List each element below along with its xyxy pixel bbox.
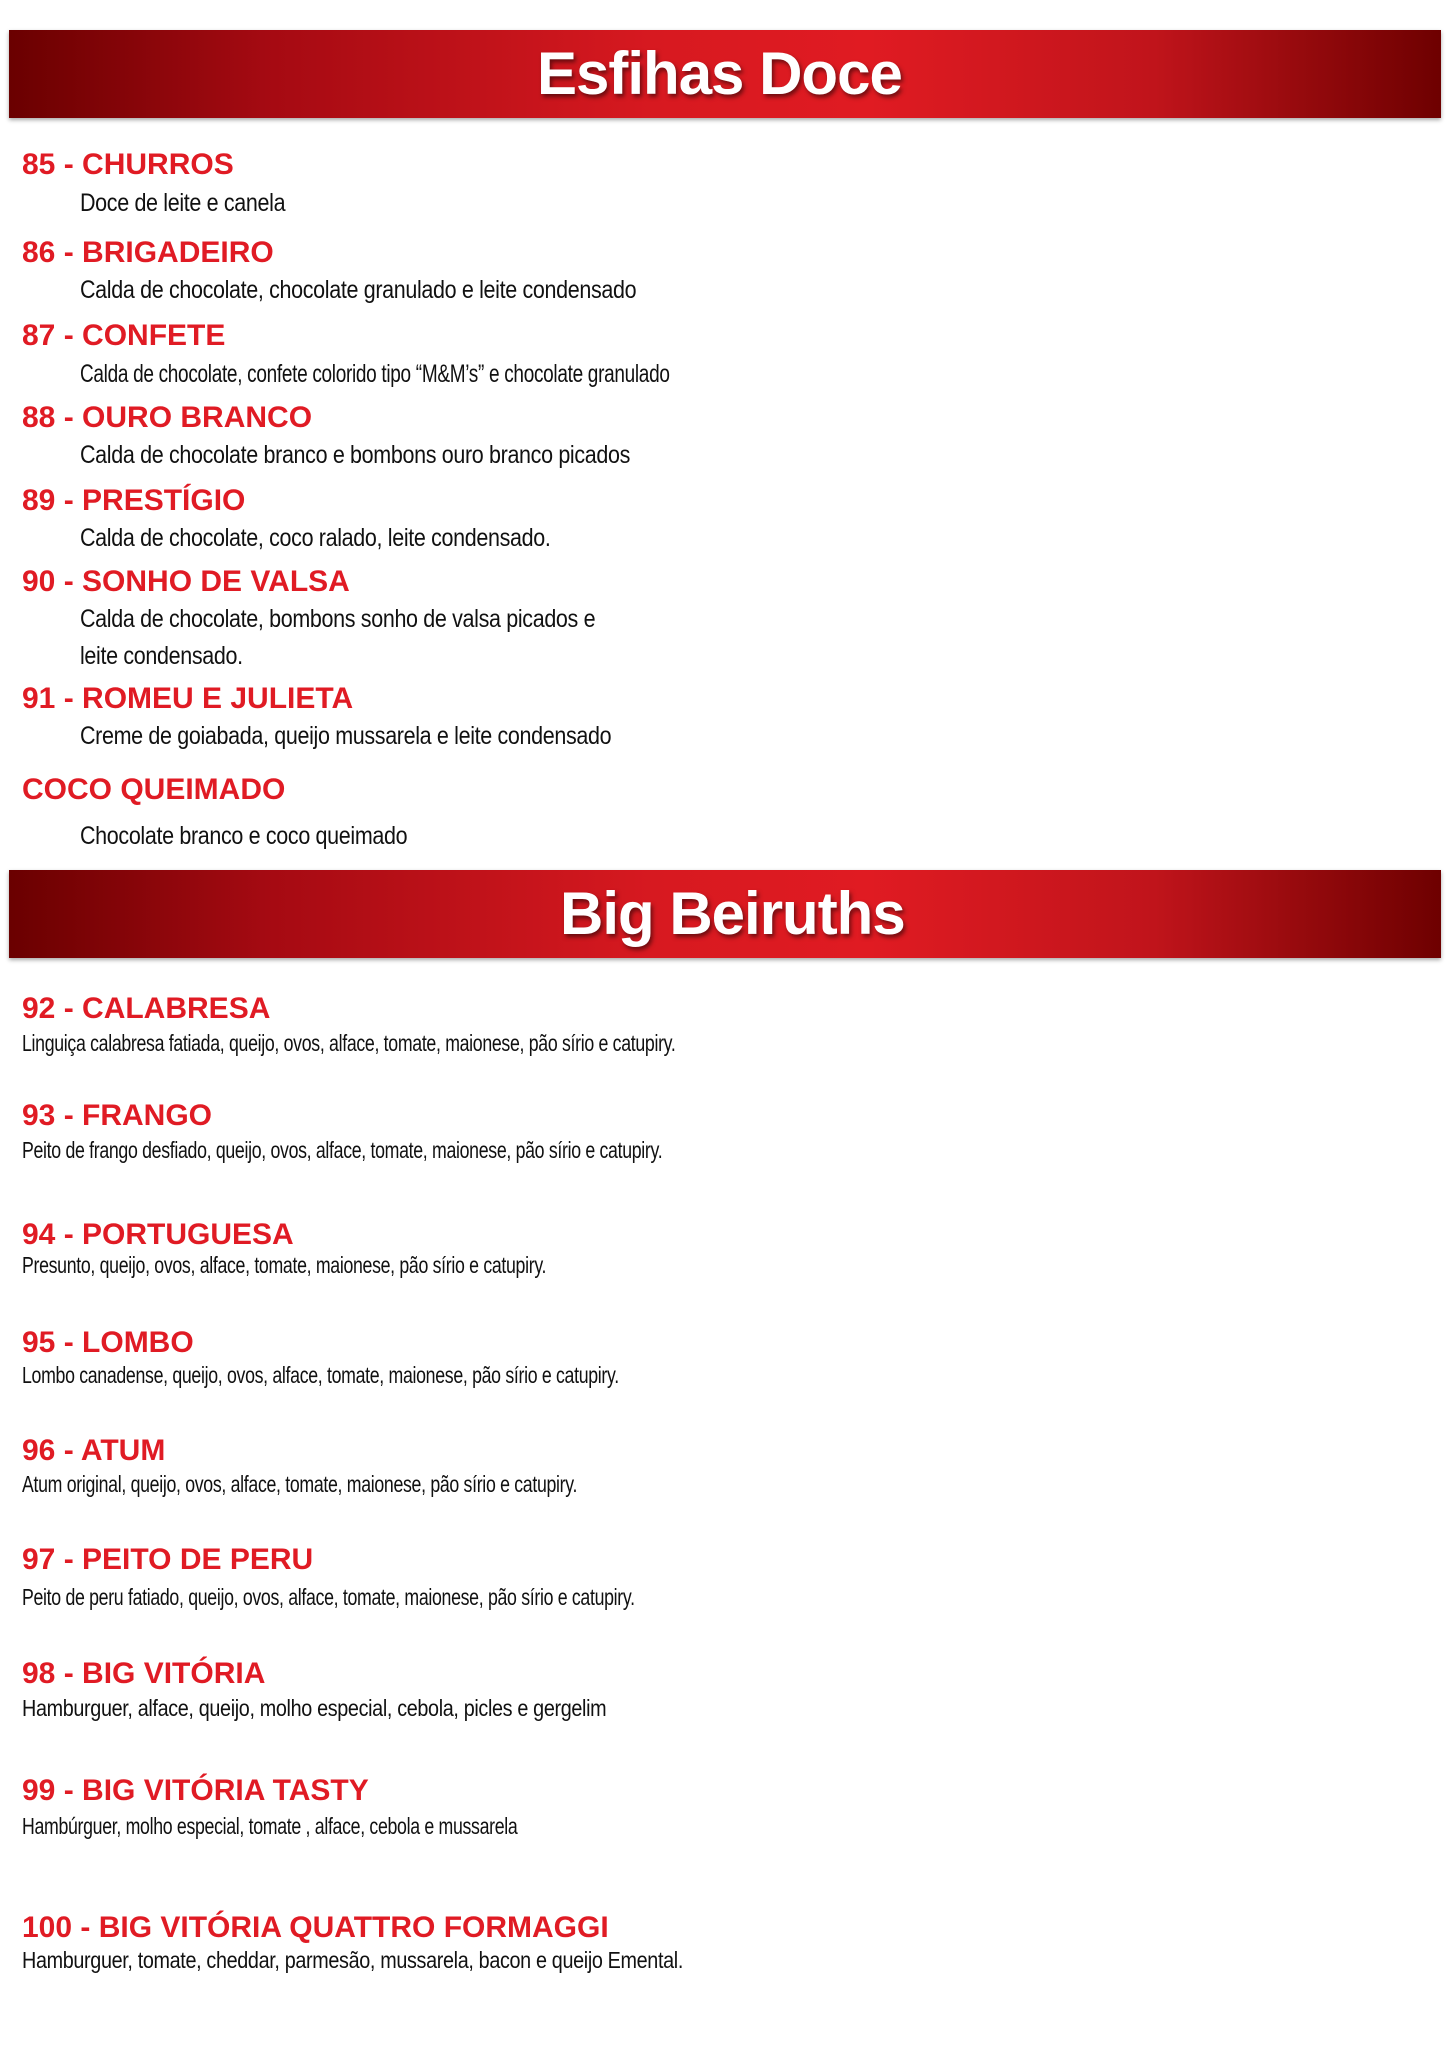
menu-item-title: 88 - OURO BRANCO xyxy=(22,401,313,434)
menu-item-description: Atum original, queijo, ovos, alface, tomate, maionese, pão sírio e catupiry. xyxy=(22,1471,578,1497)
menu-item-description: Calda de chocolate branco e bombons ouro branco picados xyxy=(80,441,631,469)
menu-item-title: 95 - LOMBO xyxy=(22,1326,194,1359)
menu-item-description: Linguiça calabresa fatiada, queijo, ovos, alface, tomate, maionese, pão sírio e catupiry. xyxy=(22,1030,676,1056)
menu-item-description: Presunto, queijo, ovos, alface, tomate, maionese, pão sírio e catupiry. xyxy=(22,1252,547,1278)
section-header-esfihas-doce xyxy=(9,30,1441,118)
section-title: Big Beiruths xyxy=(560,880,905,947)
menu-item-description: Chocolate branco e coco queimado xyxy=(80,822,408,850)
menu-item-title: 89 - PRESTÍGIO xyxy=(22,484,246,517)
section-title: Esfihas Doce xyxy=(537,40,902,107)
menu-item-description: Calda de chocolate, chocolate granulado e leite condensado xyxy=(80,276,637,304)
menu-item-description: Lombo canadense, queijo, ovos, alface, tomate, maionese, pão sírio e catupiry. xyxy=(22,1362,619,1388)
menu-item-title: 98 - BIG VITÓRIA xyxy=(22,1657,266,1690)
menu-item-description: Creme de goiabada, queijo mussarela e leite condensado xyxy=(80,722,612,750)
menu-item-title: 100 - BIG VITÓRIA QUATTRO FORMAGGI xyxy=(22,1911,609,1944)
menu-item-description: Calda de chocolate, confete colorido tipo “M&M’s” e chocolate granulado xyxy=(80,360,670,388)
menu-item-title: 86 - BRIGADEIRO xyxy=(22,236,274,269)
menu-item-description: Hambúrguer, molho especial, tomate , alface, cebola e mussarela xyxy=(22,1813,518,1839)
menu-item-description: Doce de leite e canela xyxy=(80,189,286,217)
menu-item-title: 97 - PEITO DE PERU xyxy=(22,1543,314,1576)
section-header-big-beiruths xyxy=(9,870,1441,958)
menu-item-title: 85 - CHURROS xyxy=(22,148,234,181)
menu-item-title: 93 - FRANGO xyxy=(22,1099,213,1132)
menu-item-title: 87 - CONFETE xyxy=(22,319,226,352)
menu-item-title: 99 - BIG VITÓRIA TASTY xyxy=(22,1774,369,1807)
menu-item-description: Peito de peru fatiado, queijo, ovos, alface, tomate, maionese, pão sírio e catupiry. xyxy=(22,1584,635,1610)
menu-item-title: 91 - ROMEU E JULIETA xyxy=(22,682,354,715)
menu-item-title: COCO QUEIMADO xyxy=(22,773,286,806)
menu-item-description: Calda de chocolate, coco ralado, leite condensado. xyxy=(80,524,551,552)
menu-item-title: 92 - CALABRESA xyxy=(22,992,271,1025)
menu-item-description: Calda de chocolate, bombons sonho de valsa picados e xyxy=(80,605,596,633)
menu-item-title: 94 - PORTUGUESA xyxy=(22,1218,294,1251)
menu-item-title: 96 - ATUM xyxy=(22,1434,166,1467)
menu-item-description: Hamburguer, alface, queijo, molho especial, cebola, picles e gergelim xyxy=(22,1695,607,1721)
menu-item-description: Hamburguer, tomate, cheddar, parmesão, mussarela, bacon e queijo Emental. xyxy=(22,1947,683,1973)
menu-item-title: 90 - SONHO DE VALSA xyxy=(22,565,350,598)
menu-item-description: leite condensado. xyxy=(80,642,243,670)
menu-item-description: Peito de frango desfiado, queijo, ovos, alface, tomate, maionese, pão sírio e catupiry. xyxy=(22,1137,663,1163)
